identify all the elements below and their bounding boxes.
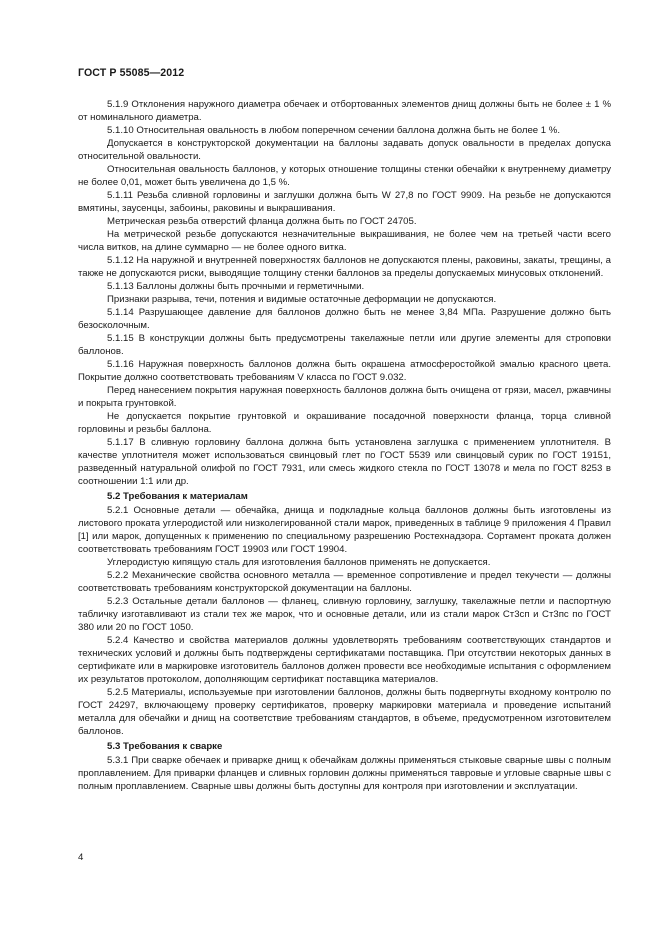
page-number: 4 (78, 852, 84, 863)
section-heading-5-2: 5.2 Требования к материалам (107, 491, 248, 502)
paragraph: Не допускается покрытие грунтовкой и окрашивание посадочной поверхности фланца, торца сливной горловины и резьбы баллона. (78, 411, 611, 435)
paragraph-5-2-3: 5.2.3 Остальные детали баллонов — фланец, сливную горловину, заглушку, такелажные петли и паспортную табличку изготавливают из стали тех же марок, что и основные детали, или из стали марок Ст3сп и Ст3пс по ГОСТ 380 или 20 по ГОСТ 1050. (78, 596, 611, 633)
paragraph-5-1-15: 5.1.15 В конструкции должны быть предусмотрены такелажные петли или другие элементы для строповки баллонов. (78, 333, 611, 357)
paragraph: Углеродистую кипящую сталь для изготовления баллонов применять не допускается. (107, 557, 491, 568)
paragraph-5-2-2: 5.2.2 Механические свойства основного металла — временное сопротивление и предел текучести — должны соответствовать требованиям конструкторской документации на баллоны. (78, 570, 611, 594)
paragraph-5-2-4: 5.2.4 Качество и свойства материалов должны удовлетворять требованиям соответствующих стандартов и технических условий и должны быть подтверждены сертификатами поставщика. При отсутствии некоторых данных в сертификате или в маркировке изготовитель баллонов должен провести все необходимые испытания с оформлением их результатов протоколом, дополняющим сертификат поставщика материалов. (78, 635, 611, 685)
paragraph-5-1-13: 5.1.13 Баллоны должны быть прочными и герметичными. (107, 281, 365, 292)
paragraph: Признаки разрыва, течи, потения и видимые остаточные деформации не допускаются. (107, 294, 497, 305)
paragraph: Метрическая резьба отверстий фланца должна быть по ГОСТ 24705. (107, 216, 417, 227)
section-heading-5-3: 5.3 Требования к сварке (107, 741, 223, 752)
document-body (78, 98, 611, 793)
paragraph-5-1-17: 5.1.17 В сливную горловину баллона должна быть установлена заглушка с применением уплотнителя. В качестве уплотнителя может использоваться свинцовый глет по ГОСТ 5539 или свинцовый сурик по ГОСТ 19151, разведенный натуральной олифой по ГОСТ 7931, или смесь жидкого стекла по ГОСТ 13078 и мела по ГОСТ 8253 в соотношении 1:1 или др. (78, 437, 611, 487)
paragraph-5-1-16: 5.1.16 Наружная поверхность баллонов должна быть окрашена атмосферостойкой эмалью красного цвета. Покрытие должно соответствовать требованиям V класса по ГОСТ 9.032. (78, 359, 611, 383)
paragraph-5-1-12: 5.1.12 На наружной и внутренней поверхностях баллонов не допускаются плены, раковины, закаты, трещины, а также не допускаются риски, выводящие толщину стенки баллонов за пределы допускаемых минусовых отклонений. (78, 255, 611, 279)
paragraph: Допускается в конструкторской документации на баллоны задавать допуск овальности в пределах допуска относительной овальности. (78, 138, 611, 162)
paragraph: Перед нанесением покрытия наружная поверхность баллонов должна быть очищена от грязи, масел, ржавчины и покрыта грунтовкой. (78, 385, 611, 409)
paragraph-5-2-5: 5.2.5 Материалы, используемые при изготовлении баллонов, должны быть подвергнуты входному контролю по ГОСТ 24297, включающему проверку сертификатов, проверку маркировки материала и проведение испытаний металла для обечайки и днищ на соответствие требованиям стандартов, в объеме, предусмотренном изготовителем баллонов. (78, 687, 611, 737)
paragraph-5-1-9: 5.1.9 Отклонения наружного диаметра обечаек и отбортованных элементов днищ должны быть не более ± 1 % от номинального диаметра. (78, 99, 611, 123)
paragraph: Относительная овальность баллонов, у которых отношение толщины стенки обечайки к внутреннему диаметру не более 0,01, может быть увеличена до 1,5 %. (78, 164, 611, 188)
paragraph-5-2-1: 5.2.1 Основные детали — обечайка, днища и подкладные кольца баллонов должны быть изготовлены из листового проката углеродистой или низколегированной стали марок, приведенных в таблице 9 приложения 4 Правил [1] или марок, допущенных к применению по специальному разрешению Ростехнадзора. Сортамент проката должен соответствовать требованиям ГОСТ 19903 или ГОСТ 19904. (78, 505, 611, 555)
paragraph-5-1-14: 5.1.14 Разрушающее давление для баллонов должно быть не менее 3,84 МПа. Разрушение должно быть безосколочным. (78, 307, 611, 331)
document-header: ГОСТ Р 55085—2012 (78, 67, 185, 79)
paragraph-5-1-10: 5.1.10 Относительная овальность в любом поперечном сечении баллона должна быть не более 1 %. (107, 125, 560, 136)
paragraph-5-3-1: 5.3.1 При сварке обечаек и приварке днищ к обечайкам должны применяться стыковые сварные швы с полным проплавлением. Для приварки фланцев и сливных горловин должны применяться тавровые и угловые сварные швы с полным проплавлением. Сварные швы должны быть доступны для контроля при изготовлении и эксплуатации. (78, 755, 611, 792)
paragraph-5-1-11: 5.1.11 Резьба сливной горловины и заглушки должна быть W 27,8 по ГОСТ 9909. На резьбе не допускаются вмятины, заусенцы, забоины, раковины и выкрашивания. (78, 190, 611, 214)
paragraph: На метрической резьбе допускаются незначительные выкрашивания, не более чем на третьей части всего числа витков, на длине суммарно — не более одного витка. (78, 229, 611, 253)
